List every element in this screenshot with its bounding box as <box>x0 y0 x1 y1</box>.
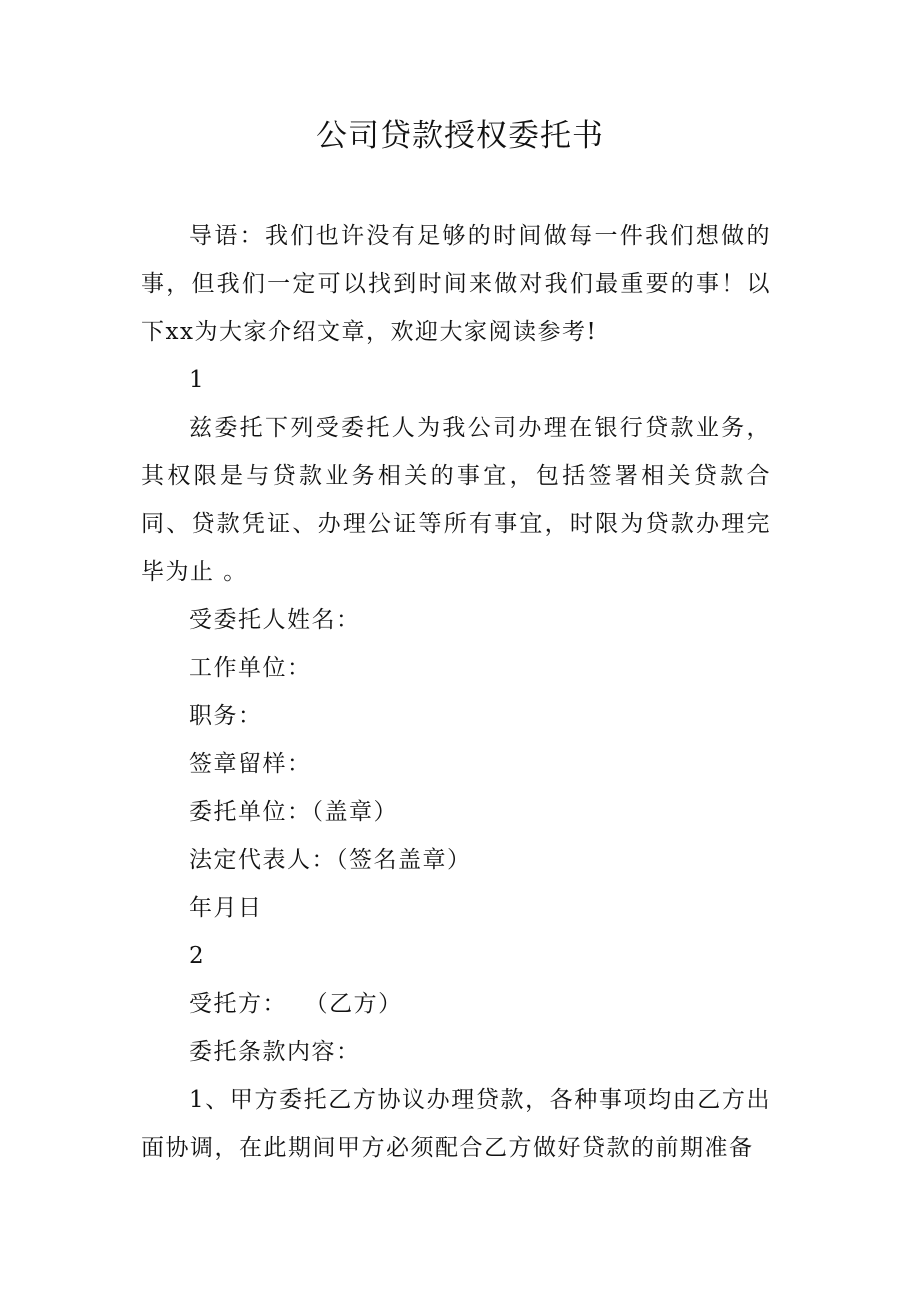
field-legal-representative: 法定代表人：（签名盖章） <box>189 847 472 873</box>
document-title: 公司贷款授权委托书 <box>316 118 604 154</box>
field-trustee-party: 受托方： （乙方） <box>189 991 403 1017</box>
field-signature-sample: 签章留样： <box>189 751 312 777</box>
section-number-2: 2 <box>189 943 206 969</box>
field-trustee-name: 受委托人姓名： <box>189 607 361 633</box>
paragraph-authorization: 兹委托下列受委托人为我公司办理在银行贷款业务，其权限是与贷款业务相关的事宜，包括签署相关贷款合同、贷款凭证、办理公证等所有事宜，时限为贷款办理完毕为止 。 <box>141 415 771 585</box>
field-terms-heading: 委托条款内容： <box>189 1039 361 1065</box>
document-body <box>141 212 771 1172</box>
field-position: 职务： <box>189 703 263 729</box>
section-number-1: 1 <box>189 367 206 393</box>
field-date: 年月日 <box>189 895 263 921</box>
field-entrusting-unit: 委托单位：（盖章） <box>189 799 398 825</box>
field-work-unit: 工作单位： <box>189 655 312 681</box>
paragraph-intro: 导语：我们也许没有足够的时间做每一件我们想做的事，但我们一定可以找到时间来做对我们最重要的事！以下xx为大家介绍文章，欢迎大家阅读参考! <box>141 223 771 345</box>
paragraph-term-1: 1、甲方委托乙方协议办理贷款，各种事项均由乙方出面协调，在此期间甲方必须配合乙方做好贷款的前期准备 <box>141 1087 771 1161</box>
